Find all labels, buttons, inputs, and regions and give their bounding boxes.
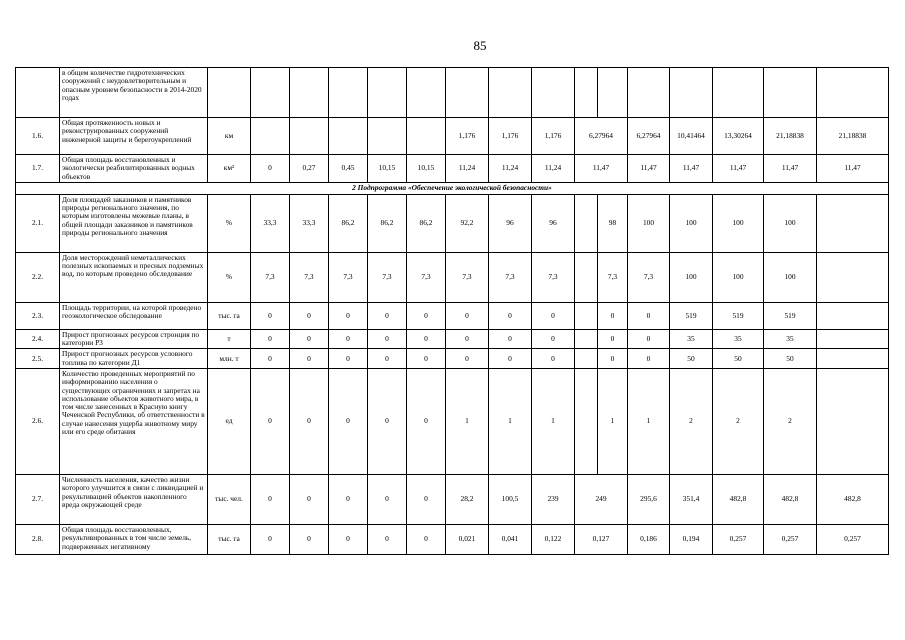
- value-cell: 0: [598, 302, 628, 329]
- table-row: [16, 302, 889, 329]
- value-cell: 2: [764, 368, 817, 474]
- value-cell: 0: [368, 368, 407, 474]
- value-cell: [329, 118, 368, 155]
- indicator-unit: тыс. чел.: [208, 474, 251, 524]
- value-cell: 7,3: [489, 252, 532, 302]
- indicator-unit: тыс. га: [208, 302, 251, 329]
- value-cell: [251, 68, 290, 118]
- value-cell: 0: [532, 329, 575, 349]
- indicator-unit: км²: [208, 155, 251, 183]
- value-cell: 0: [489, 329, 532, 349]
- section-title: 2 Подпрограмма «Обеспечение экологической безопасности»: [16, 182, 889, 194]
- value-cell: 11,47: [670, 155, 713, 183]
- value-cell: 10,15: [407, 155, 446, 183]
- value-cell: 11,47: [817, 155, 889, 183]
- value-cell: [251, 118, 290, 155]
- value-cell: 1,176: [532, 118, 575, 155]
- value-cell: [575, 194, 598, 252]
- value-cell: 0,257: [817, 524, 889, 554]
- value-cell: 35: [670, 329, 713, 349]
- value-cell: 92,2: [446, 194, 489, 252]
- value-cell: 0,021: [446, 524, 489, 554]
- row-number: 2.1.: [16, 194, 60, 252]
- value-cell: 0: [329, 524, 368, 554]
- section-header-row: [16, 182, 889, 194]
- value-cell: [713, 68, 764, 118]
- indicator-name: в общем количестве гидротехнических сооружений с неудовлетворительным и опасным уровнем безопасности в 2014-2020 годах: [60, 68, 208, 118]
- table-row: [16, 329, 889, 349]
- value-cell: 519: [670, 302, 713, 329]
- value-cell: 0,127: [575, 524, 628, 554]
- value-cell: 6,27964: [575, 118, 628, 155]
- value-cell: 21,18838: [764, 118, 817, 155]
- value-cell: 1: [628, 368, 670, 474]
- value-cell: 0: [407, 524, 446, 554]
- value-cell: [575, 368, 598, 474]
- value-cell: 482,8: [713, 474, 764, 524]
- value-cell: 0: [329, 368, 368, 474]
- value-cell: 0: [251, 329, 290, 349]
- value-cell: 100: [670, 252, 713, 302]
- value-cell: 100: [713, 252, 764, 302]
- value-cell: 0: [290, 474, 329, 524]
- value-cell: 1: [532, 368, 575, 474]
- value-cell: 7,3: [446, 252, 489, 302]
- value-cell: 519: [713, 302, 764, 329]
- value-cell: [598, 68, 628, 118]
- value-cell: 33,3: [251, 194, 290, 252]
- value-cell: 0: [290, 524, 329, 554]
- value-cell: 0: [407, 302, 446, 329]
- value-cell: 0,257: [713, 524, 764, 554]
- value-cell: [817, 329, 889, 349]
- value-cell: 7,3: [290, 252, 329, 302]
- value-cell: 1: [598, 368, 628, 474]
- row-number: 1.6.: [16, 118, 60, 155]
- value-cell: 0: [251, 368, 290, 474]
- value-cell: 86,2: [407, 194, 446, 252]
- value-cell: 0: [532, 349, 575, 369]
- value-cell: 2: [670, 368, 713, 474]
- table-row: [16, 524, 889, 554]
- value-cell: 0: [329, 474, 368, 524]
- value-cell: 0: [532, 302, 575, 329]
- table-row: [16, 118, 889, 155]
- value-cell: 7,3: [407, 252, 446, 302]
- row-number: 1.7.: [16, 155, 60, 183]
- value-cell: 0: [329, 302, 368, 329]
- value-cell: 35: [713, 329, 764, 349]
- indicator-unit: %: [208, 252, 251, 302]
- value-cell: [764, 68, 817, 118]
- value-cell: [407, 68, 446, 118]
- value-cell: [290, 68, 329, 118]
- value-cell: 0: [446, 329, 489, 349]
- value-cell: [290, 118, 329, 155]
- value-cell: 50: [670, 349, 713, 369]
- value-cell: 100: [764, 194, 817, 252]
- page-number: 85: [473, 38, 487, 53]
- value-cell: 295,6: [628, 474, 670, 524]
- value-cell: 100: [670, 194, 713, 252]
- value-cell: 0: [407, 368, 446, 474]
- value-cell: 86,2: [368, 194, 407, 252]
- row-number: 2.6.: [16, 368, 60, 474]
- value-cell: [575, 252, 598, 302]
- value-cell: 11,47: [628, 155, 670, 183]
- value-cell: 482,8: [764, 474, 817, 524]
- indicator-name: Общая площадь восстановленных и экологически реабилитированных водных объектов: [60, 155, 208, 183]
- table-row: [16, 68, 889, 118]
- table-row: [16, 252, 889, 302]
- value-cell: 1: [446, 368, 489, 474]
- value-cell: 0: [598, 349, 628, 369]
- table-row: [16, 155, 889, 183]
- value-cell: [628, 68, 670, 118]
- value-cell: 96: [489, 194, 532, 252]
- table-row: [16, 474, 889, 524]
- row-number: 2.7.: [16, 474, 60, 524]
- value-cell: 0: [489, 302, 532, 329]
- value-cell: 0,194: [670, 524, 713, 554]
- row-number: 2.4.: [16, 329, 60, 349]
- value-cell: 86,2: [329, 194, 368, 252]
- value-cell: 100: [764, 252, 817, 302]
- value-cell: 10,41464: [670, 118, 713, 155]
- indicator-unit: млн. т: [208, 349, 251, 369]
- value-cell: 0: [368, 349, 407, 369]
- value-cell: 0: [251, 155, 290, 183]
- value-cell: 0: [251, 302, 290, 329]
- value-cell: 10,15: [368, 155, 407, 183]
- table-row: [16, 349, 889, 369]
- value-cell: 0: [368, 524, 407, 554]
- indicator-unit: тыс. га: [208, 524, 251, 554]
- value-cell: 0,257: [764, 524, 817, 554]
- row-number: 2.2.: [16, 252, 60, 302]
- value-cell: [817, 194, 889, 252]
- value-cell: [817, 252, 889, 302]
- value-cell: 100: [713, 194, 764, 252]
- value-cell: 28,2: [446, 474, 489, 524]
- value-cell: 0: [251, 524, 290, 554]
- indicators-table: [15, 67, 889, 555]
- value-cell: [575, 68, 598, 118]
- value-cell: 11,47: [764, 155, 817, 183]
- indicator-unit: [208, 68, 251, 118]
- value-cell: 1,176: [489, 118, 532, 155]
- row-number: [16, 68, 60, 118]
- value-cell: 0,122: [532, 524, 575, 554]
- value-cell: 1,176: [446, 118, 489, 155]
- value-cell: 0: [290, 329, 329, 349]
- value-cell: 7,3: [628, 252, 670, 302]
- value-cell: 0: [446, 349, 489, 369]
- value-cell: 0: [598, 329, 628, 349]
- indicator-name: Доля месторождений неметаллических полезных ископаемых и пресных подземных вод, по которым проведено обследование: [60, 252, 208, 302]
- indicator-name: Численность населения, качество жизни которого улучшится в связи с ликвидацией и рекультивацией объектов накопленного вреда окружающей среде: [60, 474, 208, 524]
- value-cell: [670, 68, 713, 118]
- value-cell: 0: [628, 329, 670, 349]
- value-cell: 1: [489, 368, 532, 474]
- indicator-name: Общая протяженность новых и реконструированных сооружений инженерной защиты и берегоукреплений: [60, 118, 208, 155]
- indicator-name: Площадь территории, на которой проведено геоэкологическое обследование: [60, 302, 208, 329]
- value-cell: 482,8: [817, 474, 889, 524]
- value-cell: 0: [628, 302, 670, 329]
- value-cell: 239: [532, 474, 575, 524]
- value-cell: 7,3: [532, 252, 575, 302]
- value-cell: 0: [628, 349, 670, 369]
- value-cell: 7,3: [251, 252, 290, 302]
- value-cell: [817, 368, 889, 474]
- value-cell: 249: [575, 474, 628, 524]
- value-cell: [368, 68, 407, 118]
- value-cell: 0: [251, 474, 290, 524]
- value-cell: 519: [764, 302, 817, 329]
- value-cell: 2: [713, 368, 764, 474]
- value-cell: 351,4: [670, 474, 713, 524]
- value-cell: [329, 68, 368, 118]
- value-cell: 50: [713, 349, 764, 369]
- value-cell: 11,24: [446, 155, 489, 183]
- value-cell: 7,3: [329, 252, 368, 302]
- value-cell: 33,3: [290, 194, 329, 252]
- value-cell: 0,27: [290, 155, 329, 183]
- value-cell: [817, 302, 889, 329]
- indicator-unit: %: [208, 194, 251, 252]
- value-cell: 0,041: [489, 524, 532, 554]
- indicator-name: Прирост прогнозных ресурсов стронция по категории Р3: [60, 329, 208, 349]
- value-cell: 0: [251, 349, 290, 369]
- value-cell: 0: [329, 349, 368, 369]
- value-cell: [575, 302, 598, 329]
- value-cell: 21,18838: [817, 118, 889, 155]
- value-cell: [446, 68, 489, 118]
- value-cell: 96: [532, 194, 575, 252]
- value-cell: [489, 68, 532, 118]
- value-cell: 100: [628, 194, 670, 252]
- value-cell: [817, 68, 889, 118]
- row-number: 2.8.: [16, 524, 60, 554]
- value-cell: 0: [368, 302, 407, 329]
- indicator-unit: км: [208, 118, 251, 155]
- value-cell: 35: [764, 329, 817, 349]
- value-cell: 13,30264: [713, 118, 764, 155]
- row-number: 2.3.: [16, 302, 60, 329]
- value-cell: 0: [407, 329, 446, 349]
- value-cell: 0: [368, 329, 407, 349]
- value-cell: 11,47: [713, 155, 764, 183]
- row-number: 2.5.: [16, 349, 60, 369]
- value-cell: 0: [407, 349, 446, 369]
- value-cell: 0: [329, 329, 368, 349]
- value-cell: 0,186: [628, 524, 670, 554]
- value-cell: [575, 329, 598, 349]
- value-cell: 0: [290, 368, 329, 474]
- indicator-unit: ед: [208, 368, 251, 474]
- value-cell: 11,24: [532, 155, 575, 183]
- table-row: [16, 368, 889, 474]
- value-cell: [575, 349, 598, 369]
- value-cell: 0: [407, 474, 446, 524]
- value-cell: 6,27964: [628, 118, 670, 155]
- value-cell: [532, 68, 575, 118]
- value-cell: 98: [598, 194, 628, 252]
- table-row: [16, 194, 889, 252]
- indicator-name: Прирост прогнозных ресурсов условного топлива по категории Д1: [60, 349, 208, 369]
- value-cell: 0: [290, 302, 329, 329]
- indicator-name: Общая площадь восстановленных, рекультивированных в том числе земель, подверженных негативному: [60, 524, 208, 554]
- indicator-unit: т: [208, 329, 251, 349]
- value-cell: 11,47: [575, 155, 628, 183]
- indicator-name: Доля площадей заказников и памятников природы регионального значения, по которым изготовлены межевые планы, в общей площади заказников и памятников природы регионального значения: [60, 194, 208, 252]
- value-cell: [817, 349, 889, 369]
- value-cell: 100,5: [489, 474, 532, 524]
- value-cell: [407, 118, 446, 155]
- indicator-name: Количество проведенных мероприятий по информированию населения о существующих ограничениях и запретах на использование объектов животного мира, в том числе занесенных в Красную книгу Чеченской Республики, об ответственности в случае нанесения ущерба животному миру или его среде обитания: [60, 368, 208, 474]
- value-cell: 0,45: [329, 155, 368, 183]
- value-cell: 11,24: [489, 155, 532, 183]
- value-cell: 50: [764, 349, 817, 369]
- value-cell: 0: [446, 302, 489, 329]
- value-cell: 7,3: [598, 252, 628, 302]
- value-cell: 7,3: [368, 252, 407, 302]
- value-cell: 0: [368, 474, 407, 524]
- value-cell: 0: [290, 349, 329, 369]
- value-cell: 0: [489, 349, 532, 369]
- value-cell: [368, 118, 407, 155]
